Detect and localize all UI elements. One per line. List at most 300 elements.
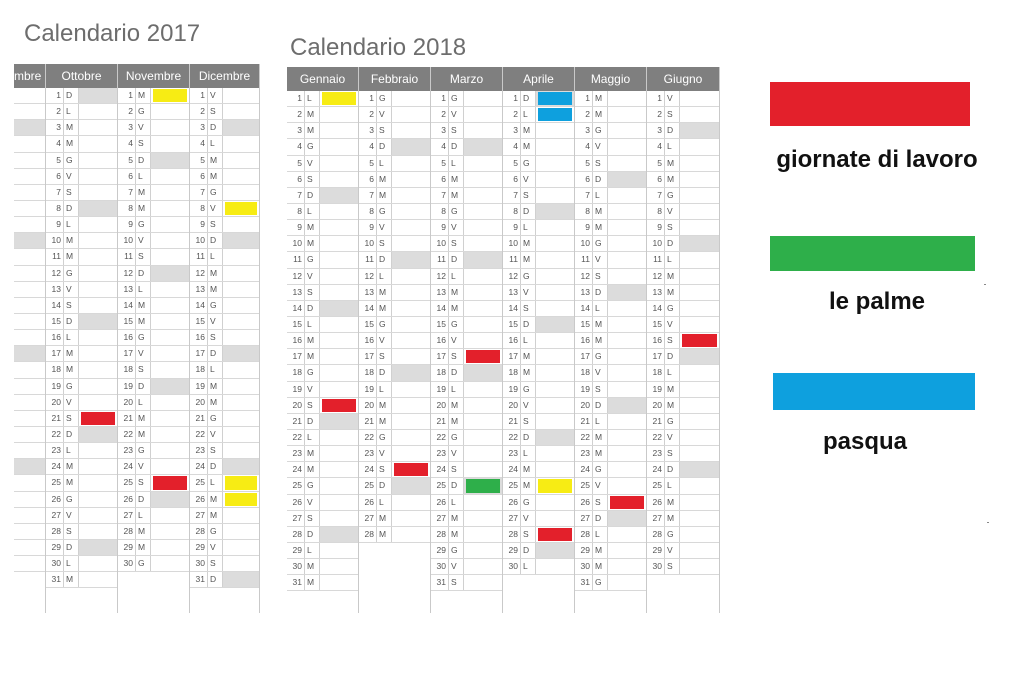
day-row (118, 524, 189, 540)
day-number: 16 (647, 333, 665, 348)
weekday-letter: S (449, 123, 464, 138)
weekday-letter: D (377, 252, 392, 267)
day-row (431, 252, 502, 268)
day-number: 9 (431, 220, 449, 235)
day-row (190, 88, 259, 104)
day-row (14, 282, 45, 298)
day-number: 16 (287, 333, 305, 348)
day-row (287, 414, 358, 430)
weekday-letter: V (305, 269, 320, 284)
day-cell (151, 169, 189, 184)
day-row (575, 220, 646, 236)
day-cell (223, 136, 259, 151)
day-cell (392, 252, 430, 267)
day-cell (223, 524, 259, 539)
day-cell (223, 362, 259, 377)
month-header: mbre (14, 64, 45, 88)
weekday-letter: S (593, 269, 608, 284)
day-cell (536, 236, 574, 251)
day-row (118, 346, 189, 362)
weekday-letter: M (593, 446, 608, 461)
day-cell (680, 414, 719, 429)
day-cell (151, 233, 189, 248)
day-cell (79, 395, 117, 410)
day-cell (464, 172, 502, 187)
day-cell (223, 233, 259, 248)
day-cell (536, 220, 574, 235)
month-header: Dicembre (190, 64, 259, 88)
day-number: 5 (190, 153, 208, 168)
day-number: 1 (118, 88, 136, 103)
day-row (431, 349, 502, 365)
day-cell (14, 201, 45, 216)
weekday-letter: G (521, 382, 536, 397)
day-number: 16 (118, 330, 136, 345)
weekday-letter: L (665, 365, 680, 380)
weekday-letter: L (136, 169, 151, 184)
day-number: 4 (647, 139, 665, 154)
day-cell (320, 559, 358, 574)
day-cell (608, 430, 646, 445)
day-cell (680, 91, 719, 106)
day-cell (608, 349, 646, 364)
day-number: 19 (287, 382, 305, 397)
day-cell (464, 398, 502, 413)
day-number: 13 (359, 285, 377, 300)
day-row (14, 427, 45, 443)
weekday-letter: G (593, 123, 608, 138)
weekday-letter: L (665, 252, 680, 267)
day-number: 12 (647, 269, 665, 284)
day-number: 9 (359, 220, 377, 235)
day-row (359, 333, 430, 349)
weekday-letter: G (521, 495, 536, 510)
weekday-letter: G (665, 414, 680, 429)
day-row (503, 495, 574, 511)
day-cell (79, 508, 117, 523)
day-row (575, 446, 646, 462)
weekday-letter: S (136, 362, 151, 377)
day-cell (151, 153, 189, 168)
day-number: 16 (190, 330, 208, 345)
day-number: 30 (431, 559, 449, 574)
day-cell (536, 107, 574, 122)
day-row (647, 446, 719, 462)
day-cell (680, 495, 719, 510)
day-row (503, 559, 574, 575)
day-cell (320, 398, 358, 413)
day-row (647, 349, 719, 365)
day-number: 17 (359, 349, 377, 364)
weekday-letter: M (136, 88, 151, 103)
day-number: 19 (46, 379, 64, 394)
legend-swatch-pasqua (773, 373, 975, 410)
weekday-letter: G (665, 188, 680, 203)
day-number: 28 (190, 524, 208, 539)
day-cell (79, 524, 117, 539)
weekday-letter: G (136, 556, 151, 571)
day-cell (79, 540, 117, 555)
day-cell (464, 527, 502, 542)
day-number: 25 (118, 475, 136, 490)
day-row (118, 249, 189, 265)
weekday-letter: L (665, 139, 680, 154)
day-number: 12 (359, 269, 377, 284)
weekday-letter: M (305, 446, 320, 461)
day-cell (680, 349, 719, 364)
day-row (431, 527, 502, 543)
weekday-letter: D (521, 91, 536, 106)
weekday-letter: M (305, 107, 320, 122)
day-row (118, 379, 189, 395)
weekday-letter: S (305, 398, 320, 413)
weekday-letter: L (449, 156, 464, 171)
day-number: 7 (287, 188, 305, 203)
weekday-letter: M (305, 220, 320, 235)
day-number: 22 (359, 430, 377, 445)
weekday-letter: S (377, 123, 392, 138)
day-cell (680, 188, 719, 203)
day-number: 1 (359, 91, 377, 106)
day-row (46, 427, 117, 443)
day-row (503, 462, 574, 478)
day-row (431, 382, 502, 398)
day-row (503, 123, 574, 139)
day-row (46, 249, 117, 265)
day-cell (14, 298, 45, 313)
day-number: 7 (118, 185, 136, 200)
day-number: 13 (575, 285, 593, 300)
highlight-blue (538, 108, 572, 121)
day-number: 12 (287, 269, 305, 284)
weekday-letter: M (136, 540, 151, 555)
day-row (431, 156, 502, 172)
day-row (46, 508, 117, 524)
day-cell (608, 575, 646, 590)
day-row (118, 395, 189, 411)
weekday-letter: M (665, 382, 680, 397)
day-cell (536, 382, 574, 397)
day-row (503, 398, 574, 414)
day-cell (608, 252, 646, 267)
weekday-letter: V (521, 398, 536, 413)
weekday-letter: S (136, 475, 151, 490)
highlight-red (538, 528, 572, 541)
day-row (46, 136, 117, 152)
day-cell (392, 107, 430, 122)
day-number: 23 (46, 443, 64, 458)
day-cell (151, 508, 189, 523)
day-cell (680, 172, 719, 187)
day-cell (536, 139, 574, 154)
day-row (118, 492, 189, 508)
weekday-letter: M (665, 398, 680, 413)
day-number: 8 (118, 201, 136, 216)
weekday-letter: G (305, 365, 320, 380)
day-cell (392, 269, 430, 284)
weekday-letter: S (665, 333, 680, 348)
day-row (359, 220, 430, 236)
day-number: 24 (190, 459, 208, 474)
weekday-letter: G (64, 492, 79, 507)
day-number: 4 (359, 139, 377, 154)
day-number: 19 (431, 382, 449, 397)
day-cell (392, 511, 430, 526)
day-row (118, 298, 189, 314)
day-number: 26 (287, 495, 305, 510)
weekday-letter: M (449, 398, 464, 413)
day-cell (536, 414, 574, 429)
weekday-letter: M (305, 123, 320, 138)
day-number: 30 (647, 559, 665, 574)
day-number: 30 (118, 556, 136, 571)
day-row (431, 285, 502, 301)
day-cell (536, 349, 574, 364)
highlight-red (682, 334, 717, 347)
day-cell (14, 540, 45, 555)
day-cell (79, 411, 117, 426)
day-number: 3 (190, 120, 208, 135)
weekday-letter: M (305, 236, 320, 251)
day-number: 12 (575, 269, 593, 284)
day-number: 29 (118, 540, 136, 555)
day-row (118, 88, 189, 104)
weekday-letter: M (305, 462, 320, 477)
day-row (190, 217, 259, 233)
day-row (431, 220, 502, 236)
day-number: 27 (287, 511, 305, 526)
day-number: 26 (575, 495, 593, 510)
day-number: 27 (359, 511, 377, 526)
day-cell (464, 559, 502, 574)
weekday-letter: G (665, 527, 680, 542)
weekday-letter: M (64, 136, 79, 151)
day-row (14, 379, 45, 395)
day-cell (79, 492, 117, 507)
day-row (14, 556, 45, 572)
weekday-letter: M (136, 314, 151, 329)
day-number: 18 (190, 362, 208, 377)
day-cell (608, 107, 646, 122)
day-number: 23 (575, 446, 593, 461)
day-cell (79, 88, 117, 103)
highlight-yellow (225, 476, 257, 489)
day-number: 5 (575, 156, 593, 171)
weekday-letter: M (593, 559, 608, 574)
day-row (503, 172, 574, 188)
weekday-letter: D (449, 478, 464, 493)
weekday-letter: G (136, 443, 151, 458)
day-cell (79, 556, 117, 571)
day-cell (14, 508, 45, 523)
weekday-letter: D (136, 153, 151, 168)
weekday-letter: M (449, 511, 464, 526)
day-number: 12 (190, 266, 208, 281)
weekday-letter: G (521, 156, 536, 171)
day-row (46, 443, 117, 459)
weekday-letter: V (208, 201, 223, 216)
highlight-red (466, 350, 500, 363)
day-cell (151, 411, 189, 426)
day-row (359, 414, 430, 430)
day-number: 13 (118, 282, 136, 297)
day-row (190, 411, 259, 427)
day-number: 14 (575, 301, 593, 316)
day-number: 5 (359, 156, 377, 171)
day-number: 30 (287, 559, 305, 574)
day-cell (151, 201, 189, 216)
day-cell (464, 269, 502, 284)
weekday-letter: M (136, 298, 151, 313)
day-cell (680, 333, 719, 348)
day-row (359, 252, 430, 268)
weekday-letter: M (665, 156, 680, 171)
day-number: 2 (118, 104, 136, 119)
day-number: 10 (190, 233, 208, 248)
day-number: 24 (359, 462, 377, 477)
day-number: 22 (503, 430, 521, 445)
day-number: 7 (359, 188, 377, 203)
day-row (118, 427, 189, 443)
weekday-letter: V (64, 169, 79, 184)
day-number: 4 (575, 139, 593, 154)
weekday-letter: L (449, 382, 464, 397)
weekday-letter: S (593, 382, 608, 397)
day-number: 24 (431, 462, 449, 477)
weekday-letter: D (208, 233, 223, 248)
day-row (14, 136, 45, 152)
day-cell (320, 91, 358, 106)
day-number: 6 (190, 169, 208, 184)
day-number: 4 (118, 136, 136, 151)
weekday-letter: M (593, 107, 608, 122)
day-row (503, 188, 574, 204)
day-cell (392, 495, 430, 510)
day-row (118, 314, 189, 330)
weekday-letter: M (521, 365, 536, 380)
weekday-letter: S (521, 301, 536, 316)
day-cell (680, 511, 719, 526)
day-number: 29 (647, 543, 665, 558)
weekday-letter: M (377, 527, 392, 542)
weekday-letter: M (521, 236, 536, 251)
day-row (14, 524, 45, 540)
highlight-yellow (225, 493, 257, 506)
day-row (647, 107, 719, 123)
weekday-letter: M (665, 269, 680, 284)
day-cell (392, 365, 430, 380)
day-number: 6 (287, 172, 305, 187)
day-number: 9 (118, 217, 136, 232)
day-cell (680, 527, 719, 542)
weekday-letter: S (665, 559, 680, 574)
day-cell (392, 301, 430, 316)
day-row (503, 139, 574, 155)
day-number: 8 (287, 204, 305, 219)
day-row (647, 252, 719, 268)
weekday-letter: G (208, 185, 223, 200)
day-number: 21 (575, 414, 593, 429)
day-cell (14, 104, 45, 119)
day-number: 17 (46, 346, 64, 361)
day-row (359, 511, 430, 527)
legend-swatch-palme (770, 236, 975, 271)
weekday-letter: M (305, 349, 320, 364)
day-row (431, 414, 502, 430)
weekday-letter: V (521, 511, 536, 526)
day-row (46, 395, 117, 411)
day-cell (320, 204, 358, 219)
day-number: 7 (431, 188, 449, 203)
day-row (503, 236, 574, 252)
day-number: 20 (503, 398, 521, 413)
day-row (46, 185, 117, 201)
day-cell (79, 475, 117, 490)
weekday-letter: M (136, 427, 151, 442)
day-number: 17 (190, 346, 208, 361)
weekday-letter: G (305, 139, 320, 154)
month-gennaio (287, 67, 359, 613)
weekday-letter: M (377, 301, 392, 316)
day-row (46, 346, 117, 362)
weekday-letter: G (305, 478, 320, 493)
day-row (575, 333, 646, 349)
day-number: 3 (503, 123, 521, 138)
day-number: 20 (118, 395, 136, 410)
month-header: Ottobre (46, 64, 117, 88)
day-number: 22 (118, 427, 136, 442)
day-number: 13 (503, 285, 521, 300)
day-number: 5 (287, 156, 305, 171)
day-cell (536, 527, 574, 542)
day-row (118, 362, 189, 378)
day-number: 14 (431, 301, 449, 316)
day-cell (608, 156, 646, 171)
day-cell (79, 443, 117, 458)
day-cell (79, 298, 117, 313)
weekday-letter: G (208, 524, 223, 539)
day-cell (536, 430, 574, 445)
day-row (287, 495, 358, 511)
day-row (575, 478, 646, 494)
day-row (359, 495, 430, 511)
day-cell (392, 446, 430, 461)
day-cell (320, 349, 358, 364)
day-row (287, 236, 358, 252)
day-number: 15 (575, 317, 593, 332)
day-cell (464, 252, 502, 267)
day-number: 4 (431, 139, 449, 154)
day-row (46, 201, 117, 217)
day-row (575, 91, 646, 107)
weekday-letter: S (208, 330, 223, 345)
day-number: 6 (575, 172, 593, 187)
day-number: 25 (46, 475, 64, 490)
day-cell (392, 333, 430, 348)
day-number: 20 (359, 398, 377, 413)
day-row (503, 511, 574, 527)
day-number: 21 (118, 411, 136, 426)
weekday-letter: S (449, 462, 464, 477)
day-number: 14 (46, 298, 64, 313)
month-dicembre (190, 64, 260, 613)
day-number: 6 (503, 172, 521, 187)
weekday-letter: L (593, 527, 608, 542)
day-cell (320, 156, 358, 171)
weekday-letter: G (64, 379, 79, 394)
day-cell (14, 136, 45, 151)
day-cell (223, 508, 259, 523)
